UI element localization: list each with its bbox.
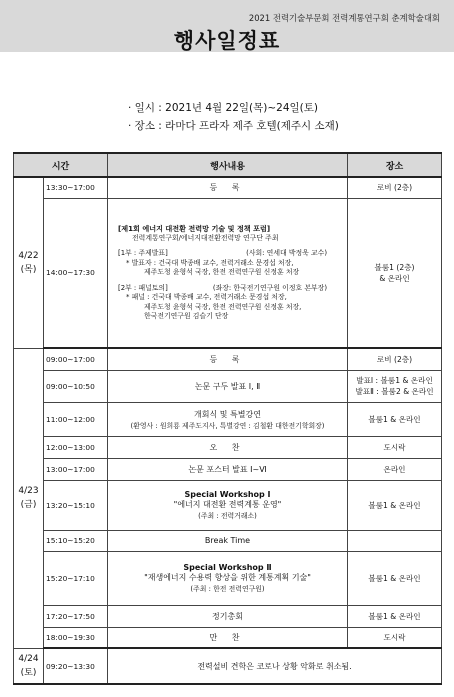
place-cell: 볼룸1 & 온라인	[348, 402, 442, 436]
forum-organizer: 전력계통연구회/에너지대전환전력망 연구단 주최	[132, 233, 279, 242]
date-day3: 4/24	[18, 653, 39, 664]
forum-place-line2: & 온라인	[379, 273, 410, 283]
table-row	[14, 648, 442, 684]
table-row	[14, 480, 442, 530]
table-header-row	[14, 153, 442, 177]
place-cell: 온라인	[348, 458, 442, 480]
table-row	[14, 627, 442, 648]
time-cell: 14:00~17:30	[44, 198, 108, 348]
forum-part2-line1: * 패널 : 건국대 박종배 교수, 전력거래소 문경섭 처장,	[126, 293, 287, 301]
content-line: Special Workshop Ⅱ	[183, 563, 272, 572]
table-row	[14, 402, 442, 436]
content-cell	[108, 480, 348, 530]
content-cell: 논문 구두 발표 Ⅰ, Ⅱ	[108, 370, 348, 402]
content-line: (주최 : 전력거래소)	[198, 512, 257, 520]
table-row	[14, 551, 442, 605]
content-cell: 정기총회	[108, 605, 348, 627]
date-day1: 4/22	[18, 250, 39, 261]
forum-part1-label: [1부 : 주제발표]	[118, 249, 168, 257]
table-row	[14, 198, 442, 348]
forum-part2-line3: 한국전기연구원 김슬기 단장	[144, 312, 229, 320]
event-place: · 장소 : 라마다 프라자 제주 호텔(제주시 소재)	[128, 120, 339, 132]
forum-place-line1: 볼룸1 (2층)	[374, 262, 415, 272]
content-line: Special Workshop Ⅰ	[184, 490, 271, 499]
time-cell: 13:00~17:00	[44, 458, 108, 480]
content-cell: 만 찬	[108, 627, 348, 648]
header-place: 장소	[348, 153, 442, 177]
content-cell: 등 록	[108, 348, 348, 370]
place-line: 발표Ⅰ : 볼룸1 & 온라인	[356, 376, 433, 385]
forum-part1-chair: (사회: 연세대 박정욱 교수)	[246, 249, 328, 257]
forum-part2-chair: (좌장: 한국전기연구원 이정호 본부장)	[212, 283, 328, 292]
event-info	[128, 99, 339, 135]
time-cell: 15:20~17:10	[44, 551, 108, 605]
place-cell	[348, 530, 442, 551]
table-row	[14, 436, 442, 458]
content-line: (환영사 : 원희룡 제주도지사, 특별강연 : 김철환 대한전기학회장)	[130, 421, 325, 430]
content-cell: 오 찬	[108, 436, 348, 458]
page-title: 행사일정표	[173, 29, 281, 53]
table-row	[14, 177, 442, 198]
date-cell-day3	[14, 648, 44, 684]
place-cell: 볼룸1 & 온라인	[348, 480, 442, 530]
table-row	[14, 370, 442, 402]
weekday-day1: (목)	[20, 264, 37, 275]
place-cell: 로비 (2층)	[348, 348, 442, 370]
content-line: "에너지 대전환 전력계통 운영"	[173, 500, 282, 509]
content-cell: 전력설비 견학은 코로나 상황 악화로 취소됨.	[108, 648, 442, 684]
content-cell	[108, 402, 348, 436]
forum-cell	[108, 198, 348, 348]
time-cell: 09:20~13:30	[44, 648, 108, 684]
table-row	[14, 348, 442, 370]
time-cell: 09:00~17:00	[44, 348, 108, 370]
content-line: 개회식 및 특별강연	[194, 409, 261, 419]
time-cell: 18:00~19:30	[44, 627, 108, 648]
time-cell: 09:00~10:50	[44, 370, 108, 402]
forum-part1-line1: * 발표자 : 건국대 박종배 교수, 전력거래소 문경섭 처장,	[126, 258, 294, 267]
event-date: · 일시 : 2021년 4월 22일(목)~24일(토)	[128, 102, 319, 114]
header-time: 시간	[14, 153, 108, 177]
time-cell: 11:00~12:00	[44, 402, 108, 436]
table-row	[14, 605, 442, 627]
place-cell	[348, 198, 442, 348]
weekday-day2: (금)	[20, 500, 37, 510]
time-cell: 13:20~15:10	[44, 480, 108, 530]
content-cell: Break Time	[108, 530, 348, 551]
date-cell-day1	[14, 177, 44, 348]
place-line: 발표Ⅱ : 볼룸2 & 온라인	[355, 387, 434, 396]
weekday-day3: (토)	[20, 667, 37, 678]
content-line: "재생에너지 수용력 향상을 위한 계통계획 기술"	[144, 573, 311, 582]
content-cell: 논문 포스터 발표 Ⅰ~Ⅵ	[108, 458, 348, 480]
forum-part1-line2: 제주도청 윤형석 국장, 한전 전력연구원 신정훈 처장	[144, 268, 300, 276]
header-subtitle: 2021 전력기술부문회 전력계통연구회 춘계학술대회	[248, 13, 440, 23]
date-day2: 4/23	[18, 486, 39, 496]
date-cell-day2	[14, 348, 44, 648]
place-cell: 로비 (2층)	[348, 177, 442, 198]
place-cell: 볼룸1 & 온라인	[348, 551, 442, 605]
place-cell	[348, 370, 442, 402]
table-row	[14, 458, 442, 480]
forum-part2-head	[118, 284, 343, 294]
forum-part2-label: [2부 : 패널토의]	[118, 283, 168, 292]
place-cell: 도시락	[348, 436, 442, 458]
header-content: 행사내용	[108, 153, 348, 177]
forum-title: [제1회 에너지 대전환 전력망 기술 및 정책 포럼]	[118, 224, 271, 233]
time-cell: 12:00~13:00	[44, 436, 108, 458]
schedule-table	[13, 152, 442, 685]
content-line: (주최 : 한전 전력연구원)	[190, 585, 265, 593]
time-cell: 17:20~17:50	[44, 605, 108, 627]
content-cell: 등 록	[108, 177, 348, 198]
table-row	[14, 530, 442, 551]
time-cell: 13:30~17:00	[44, 177, 108, 198]
forum-part2-line2: 제주도청 윤형석 국장, 한전 전력연구원 신정훈 처장,	[144, 302, 302, 311]
place-cell: 도시락	[348, 627, 442, 648]
forum-part1-head	[118, 249, 343, 259]
content-cell	[108, 551, 348, 605]
place-cell: 볼룸1 & 온라인	[348, 605, 442, 627]
time-cell: 15:10~15:20	[44, 530, 108, 551]
